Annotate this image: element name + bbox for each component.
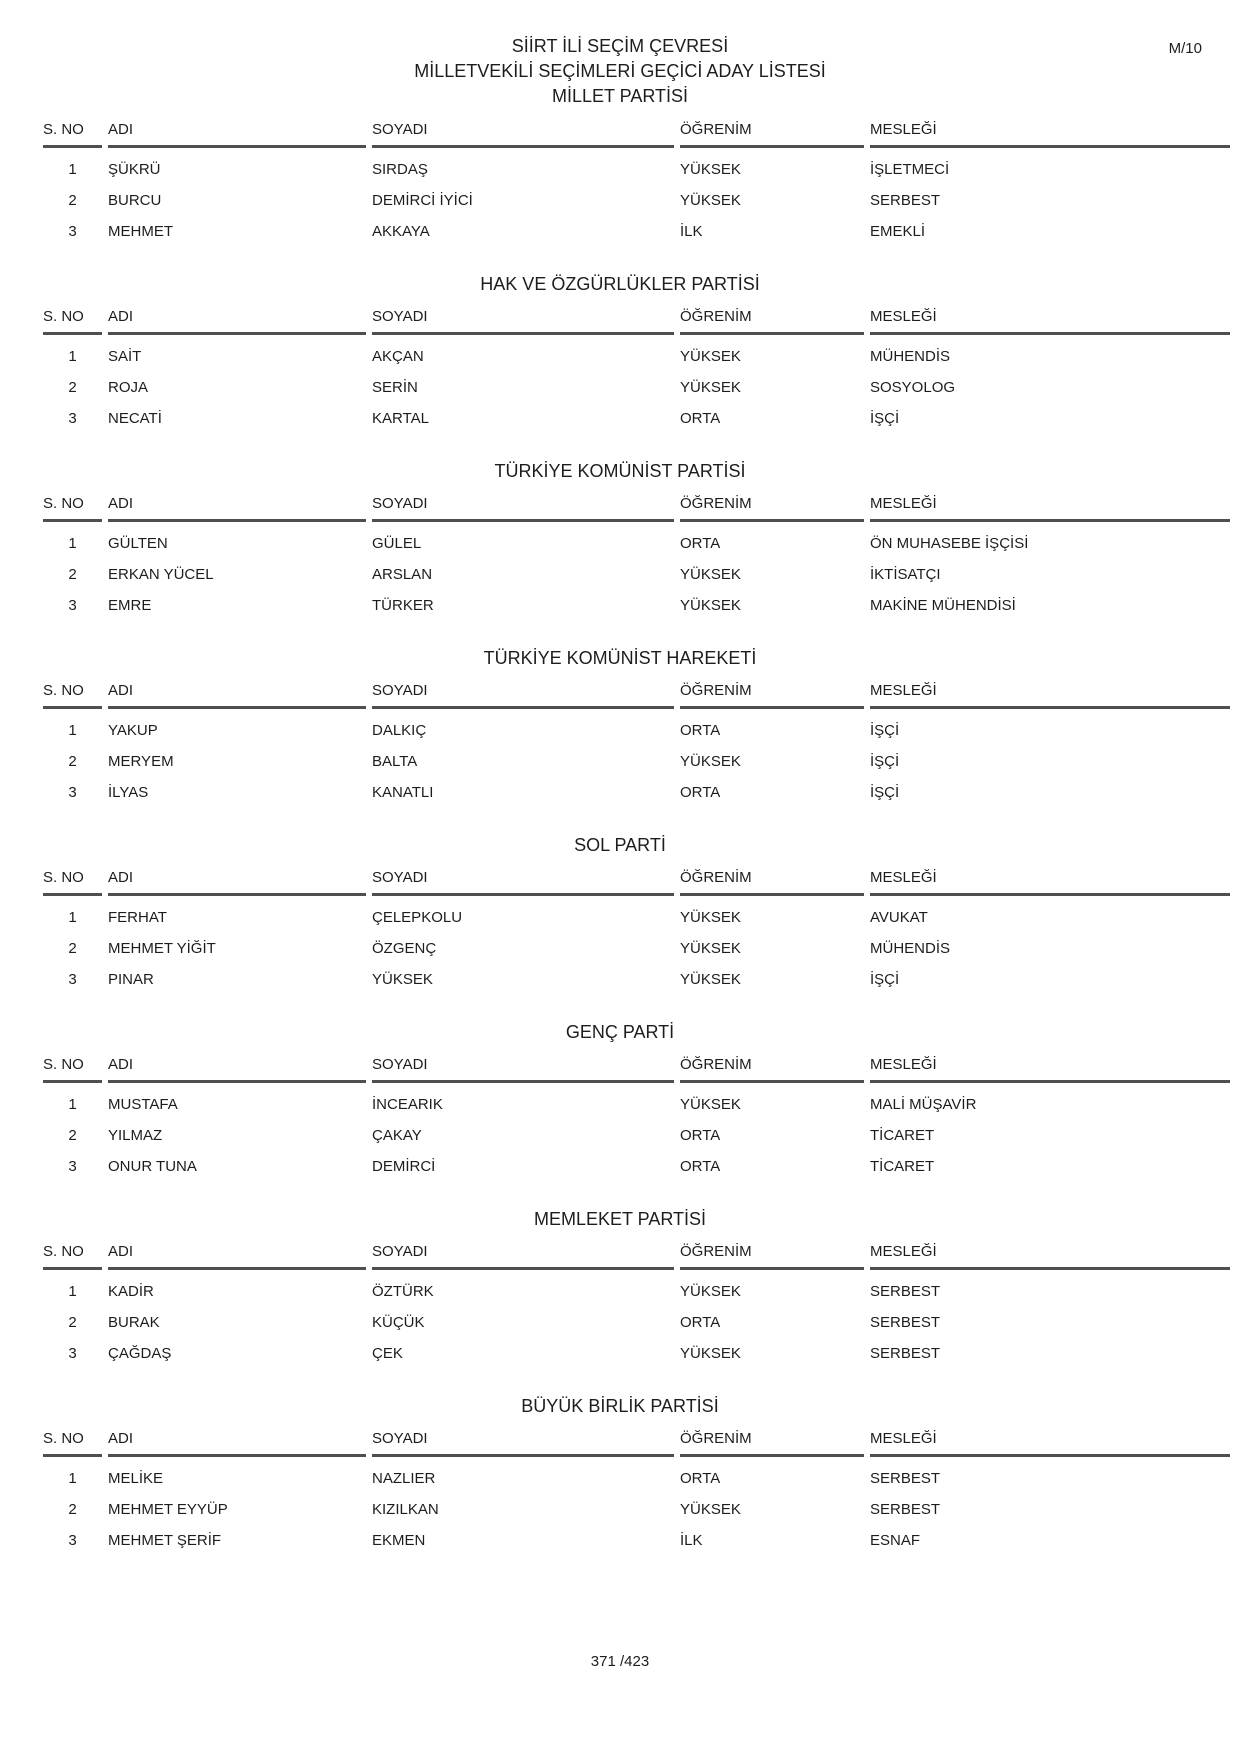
cell-ogrenim: ORTA <box>680 722 721 739</box>
cell-ogrenim: YÜKSEK <box>680 753 741 770</box>
cell-sno: 1 <box>68 1470 77 1487</box>
cell-soyadi: DALKIÇ <box>372 722 427 739</box>
column-header-adi: ADI <box>108 494 366 522</box>
table-row <box>43 559 1230 590</box>
cell-adi: ŞÜKRÜ <box>108 161 161 178</box>
column-header-adi: ADI <box>108 1429 366 1457</box>
table-body <box>0 341 1240 434</box>
party-section <box>0 120 1240 247</box>
cell-meslegi: MALİ MÜŞAVİR <box>870 1096 977 1113</box>
cell-soyadi: SERİN <box>372 379 418 396</box>
cell-adi: MEHMET YİĞİT <box>108 940 216 957</box>
party-title: TÜRKİYE KOMÜNİST HAREKETİ <box>483 648 757 668</box>
cell-adi: MEHMET ŞERİF <box>108 1532 222 1549</box>
cell-sno: 3 <box>68 1345 77 1362</box>
cell-adi: MEHMET EYYÜP <box>108 1501 228 1518</box>
cell-soyadi: BALTA <box>372 753 418 770</box>
table-row <box>43 746 1230 777</box>
column-header-adi: ADI <box>108 120 366 148</box>
party-title: GENÇ PARTİ <box>565 1022 675 1042</box>
cell-sno: 1 <box>68 535 77 552</box>
cell-meslegi: MÜHENDİS <box>870 940 951 957</box>
cell-soyadi: ÇELEPKOLU <box>372 909 463 926</box>
column-header-adi: ADI <box>108 868 366 896</box>
candidate-table <box>0 1242 1240 1369</box>
cell-sno: 3 <box>68 410 77 427</box>
cell-ogrenim: İLK <box>680 1532 703 1549</box>
column-header-ogrenim: ÖĞRENİM <box>680 120 864 148</box>
column-header-ogrenim: ÖĞRENİM <box>680 1242 864 1270</box>
cell-ogrenim: YÜKSEK <box>680 940 741 957</box>
column-header-meslegi: MESLEĞİ <box>870 681 1230 709</box>
table-body <box>0 715 1240 808</box>
cell-sno: 3 <box>68 223 77 240</box>
party-title: MEMLEKET PARTİSİ <box>533 1209 707 1229</box>
cell-meslegi: İŞÇİ <box>870 753 900 770</box>
table-row <box>43 1463 1230 1494</box>
party-section <box>0 1022 1240 1182</box>
cell-sno: 1 <box>68 348 77 365</box>
cell-meslegi: SOSYOLOG <box>870 379 956 396</box>
cell-sno: 2 <box>68 940 77 957</box>
cell-ogrenim: ORTA <box>680 1158 721 1175</box>
cell-adi: ROJA <box>108 379 149 396</box>
table-row <box>43 902 1230 933</box>
table-row <box>43 964 1230 995</box>
table-header-row <box>43 494 1230 522</box>
party-title: BÜYÜK BİRLİK PARTİSİ <box>521 1396 719 1416</box>
table-row <box>43 185 1230 216</box>
table-row <box>43 403 1230 434</box>
cell-adi: YAKUP <box>108 722 158 739</box>
table-row <box>43 933 1230 964</box>
cell-sno: 2 <box>68 192 77 209</box>
cell-soyadi: GÜLEL <box>372 535 422 552</box>
cell-meslegi: ESNAF <box>870 1532 921 1549</box>
table-body <box>0 902 1240 995</box>
cell-meslegi: SERBEST <box>870 192 941 209</box>
cell-soyadi: EKMEN <box>372 1532 426 1549</box>
column-header-ogrenim: ÖĞRENİM <box>680 1429 864 1457</box>
candidate-table <box>0 868 1240 995</box>
table-body <box>0 1089 1240 1182</box>
cell-ogrenim: ORTA <box>680 535 721 552</box>
cell-sno: 2 <box>68 753 77 770</box>
document-title-block <box>0 0 1240 106</box>
table-header-row <box>43 1055 1230 1083</box>
cell-ogrenim: YÜKSEK <box>680 192 741 209</box>
column-header-adi: ADI <box>108 1055 366 1083</box>
cell-sno: 3 <box>68 1158 77 1175</box>
cell-adi: İLYAS <box>108 784 149 801</box>
party-section <box>0 1396 1240 1556</box>
table-row <box>43 1525 1230 1556</box>
table-body <box>0 1463 1240 1556</box>
candidate-table <box>0 1429 1240 1556</box>
cell-sno: 1 <box>68 909 77 926</box>
table-body <box>0 154 1240 247</box>
cell-adi: NECATİ <box>108 410 162 427</box>
cell-meslegi: ÖN MUHASEBE İŞÇİSİ <box>870 535 1029 552</box>
cell-ogrenim: ORTA <box>680 410 721 427</box>
cell-ogrenim: YÜKSEK <box>680 1345 741 1362</box>
table-row <box>43 1494 1230 1525</box>
column-header-ogrenim: ÖĞRENİM <box>680 1055 864 1083</box>
cell-sno: 1 <box>68 1283 77 1300</box>
table-row <box>43 590 1230 621</box>
table-row <box>43 1338 1230 1369</box>
cell-ogrenim: ORTA <box>680 784 721 801</box>
cell-soyadi: AKÇAN <box>372 348 424 365</box>
column-header-adi: ADI <box>108 307 366 335</box>
column-header-sno: S. NO <box>43 1429 102 1457</box>
cell-soyadi: İNCEARIK <box>372 1096 443 1113</box>
column-header-meslegi: MESLEĞİ <box>870 1429 1230 1457</box>
cell-adi: ÇAĞDAŞ <box>108 1345 172 1362</box>
cell-meslegi: EMEKLİ <box>870 223 926 240</box>
cell-ogrenim: ORTA <box>680 1470 721 1487</box>
table-header-row <box>43 1429 1230 1457</box>
cell-meslegi: İKTİSATÇI <box>870 566 941 583</box>
table-row <box>43 154 1230 185</box>
cell-adi: MELİKE <box>108 1470 164 1487</box>
cell-adi: MEHMET <box>108 223 173 240</box>
cell-soyadi: KARTAL <box>372 410 429 427</box>
column-header-soyadi: SOYADI <box>372 120 674 148</box>
cell-sno: 2 <box>68 379 77 396</box>
column-header-soyadi: SOYADI <box>372 681 674 709</box>
cell-sno: 3 <box>68 784 77 801</box>
cell-meslegi: SERBEST <box>870 1501 941 1518</box>
cell-adi: ONUR TUNA <box>108 1158 197 1175</box>
party-title: HAK VE ÖZGÜRLÜKLER PARTİSİ <box>480 274 760 294</box>
cell-sno: 2 <box>68 566 77 583</box>
table-header-row <box>43 868 1230 896</box>
cell-adi: FERHAT <box>108 909 167 926</box>
cell-ogrenim: İLK <box>680 223 703 240</box>
cell-adi: MERYEM <box>108 753 174 770</box>
table-row <box>43 715 1230 746</box>
party-section <box>0 648 1240 808</box>
table-row <box>43 372 1230 403</box>
table-row <box>43 216 1230 247</box>
cell-ogrenim: YÜKSEK <box>680 379 741 396</box>
candidate-table <box>0 307 1240 434</box>
cell-ogrenim: YÜKSEK <box>680 909 741 926</box>
column-header-ogrenim: ÖĞRENİM <box>680 307 864 335</box>
candidate-table <box>0 494 1240 621</box>
column-header-soyadi: SOYADI <box>372 1055 674 1083</box>
cell-ogrenim: YÜKSEK <box>680 1501 741 1518</box>
table-row <box>43 1151 1230 1182</box>
cell-ogrenim: ORTA <box>680 1127 721 1144</box>
cell-meslegi: İŞLETMECİ <box>870 161 950 178</box>
cell-soyadi: DEMİRCİ İYİCİ <box>372 192 473 209</box>
cell-ogrenim: YÜKSEK <box>680 597 741 614</box>
cell-soyadi: KANATLI <box>372 784 434 801</box>
cell-sno: 1 <box>68 722 77 739</box>
cell-soyadi: ÖZGENÇ <box>372 940 437 957</box>
cell-soyadi: ÇEK <box>372 1345 403 1362</box>
column-header-ogrenim: ÖĞRENİM <box>680 494 864 522</box>
column-header-sno: S. NO <box>43 868 102 896</box>
party-title: SOL PARTİ <box>574 835 666 855</box>
cell-ogrenim: ORTA <box>680 1314 721 1331</box>
column-header-meslegi: MESLEĞİ <box>870 1242 1230 1270</box>
candidate-table <box>0 1055 1240 1182</box>
column-header-soyadi: SOYADI <box>372 494 674 522</box>
party-section <box>0 274 1240 434</box>
column-header-adi: ADI <box>108 1242 366 1270</box>
cell-adi: YILMAZ <box>108 1127 163 1144</box>
cell-meslegi: SERBEST <box>870 1283 941 1300</box>
column-header-adi: ADI <box>108 681 366 709</box>
table-row <box>43 1089 1230 1120</box>
cell-soyadi: NAZLIER <box>372 1470 436 1487</box>
table-body <box>0 1276 1240 1369</box>
party-section <box>0 1209 1240 1369</box>
cell-sno: 3 <box>68 971 77 988</box>
cell-adi: EMRE <box>108 597 152 614</box>
column-header-soyadi: SOYADI <box>372 307 674 335</box>
table-row <box>43 1307 1230 1338</box>
table-row <box>43 1276 1230 1307</box>
cell-adi: BURAK <box>108 1314 160 1331</box>
cell-meslegi: TİCARET <box>870 1158 935 1175</box>
cell-ogrenim: YÜKSEK <box>680 161 741 178</box>
column-header-sno: S. NO <box>43 1055 102 1083</box>
column-header-soyadi: SOYADI <box>372 868 674 896</box>
cell-meslegi: SERBEST <box>870 1345 941 1362</box>
cell-adi: SAİT <box>108 348 142 365</box>
cell-sno: 1 <box>68 161 77 178</box>
sections-container <box>0 120 1240 1556</box>
cell-ogrenim: YÜKSEK <box>680 566 741 583</box>
cell-sno: 2 <box>68 1127 77 1144</box>
cell-meslegi: SERBEST <box>870 1314 941 1331</box>
cell-soyadi: ÖZTÜRK <box>372 1283 434 1300</box>
party-section <box>0 461 1240 621</box>
cell-meslegi: AVUKAT <box>870 909 928 926</box>
cell-soyadi: TÜRKER <box>372 597 434 614</box>
cell-soyadi: ARSLAN <box>372 566 433 583</box>
party-section <box>0 835 1240 995</box>
table-body <box>0 528 1240 621</box>
cell-meslegi: SERBEST <box>870 1470 941 1487</box>
table-row <box>43 341 1230 372</box>
cell-sno: 3 <box>68 1532 77 1549</box>
cell-soyadi: AKKAYA <box>372 223 430 240</box>
cell-adi: PINAR <box>108 971 154 988</box>
column-header-sno: S. NO <box>43 1242 102 1270</box>
table-header-row <box>43 307 1230 335</box>
cell-ogrenim: YÜKSEK <box>680 1096 741 1113</box>
cell-adi: MUSTAFA <box>108 1096 178 1113</box>
cell-meslegi: MÜHENDİS <box>870 348 951 365</box>
document-title-line-1: SİİRT İLİ SEÇİM ÇEVRESİ <box>511 36 729 56</box>
cell-sno: 2 <box>68 1314 77 1331</box>
column-header-sno: S. NO <box>43 681 102 709</box>
cell-meslegi: İŞÇİ <box>870 971 900 988</box>
column-header-meslegi: MESLEĞİ <box>870 494 1230 522</box>
party-title: TÜRKİYE KOMÜNİST PARTİSİ <box>494 461 746 481</box>
cell-adi: BURCU <box>108 192 162 209</box>
column-header-ogrenim: ÖĞRENİM <box>680 681 864 709</box>
candidate-table <box>0 681 1240 808</box>
table-row <box>43 777 1230 808</box>
table-header-row <box>43 681 1230 709</box>
cell-ogrenim: YÜKSEK <box>680 348 741 365</box>
cell-soyadi: KIZILKAN <box>372 1501 439 1518</box>
cell-adi: KADİR <box>108 1283 154 1300</box>
cell-sno: 1 <box>68 1096 77 1113</box>
cell-meslegi: İŞÇİ <box>870 722 900 739</box>
cell-sno: 3 <box>68 597 77 614</box>
column-header-ogrenim: ÖĞRENİM <box>680 868 864 896</box>
column-header-sno: S. NO <box>43 494 102 522</box>
cell-ogrenim: YÜKSEK <box>680 971 741 988</box>
cell-meslegi: MAKİNE MÜHENDİSİ <box>870 597 1016 614</box>
cell-sno: 2 <box>68 1501 77 1518</box>
doc-code: M/10 <box>1168 40 1202 57</box>
candidate-table <box>0 120 1240 247</box>
document-title-line-3-party-name: MİLLET PARTİSİ <box>551 86 689 106</box>
column-header-soyadi: SOYADI <box>372 1242 674 1270</box>
cell-soyadi: ÇAKAY <box>372 1127 422 1144</box>
cell-soyadi: SIRDAŞ <box>372 161 428 178</box>
page-number: 371 /423 <box>590 1653 650 1670</box>
cell-soyadi: KÜÇÜK <box>372 1314 425 1331</box>
table-row <box>43 528 1230 559</box>
column-header-sno: S. NO <box>43 307 102 335</box>
document-title-line-2: MİLLETVEKİLİ SEÇİMLERİ GEÇİCİ ADAY LİSTESİ <box>414 61 826 81</box>
cell-meslegi: TİCARET <box>870 1127 935 1144</box>
table-header-row <box>43 120 1230 148</box>
column-header-soyadi: SOYADI <box>372 1429 674 1457</box>
table-row <box>43 1120 1230 1151</box>
cell-meslegi: İŞÇİ <box>870 410 900 427</box>
table-header-row <box>43 1242 1230 1270</box>
cell-soyadi: YÜKSEK <box>372 971 433 988</box>
column-header-meslegi: MESLEĞİ <box>870 307 1230 335</box>
cell-adi: ERKAN YÜCEL <box>108 566 214 583</box>
column-header-sno: S. NO <box>43 120 102 148</box>
cell-meslegi: İŞÇİ <box>870 784 900 801</box>
cell-soyadi: DEMİRCİ <box>372 1158 436 1175</box>
cell-ogrenim: YÜKSEK <box>680 1283 741 1300</box>
column-header-meslegi: MESLEĞİ <box>870 1055 1230 1083</box>
cell-adi: GÜLTEN <box>108 535 168 552</box>
column-header-meslegi: MESLEĞİ <box>870 120 1230 148</box>
column-header-meslegi: MESLEĞİ <box>870 868 1230 896</box>
